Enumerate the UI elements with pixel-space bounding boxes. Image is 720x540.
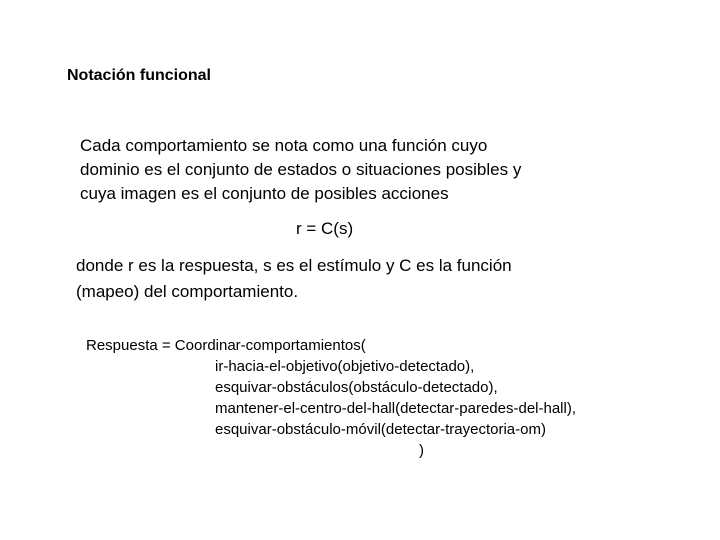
paragraph-explanation (76, 253, 512, 305)
code-arg: esquivar-obstáculo-móvil(detectar-trayectoria-om) (215, 421, 546, 438)
paragraph-line: donde r es la respuesta, s es el estímulo y C es la función (76, 256, 512, 275)
paragraph-line: cuya imagen es el conjunto de posibles acciones (80, 184, 449, 203)
code-close: ) (419, 442, 424, 459)
paragraph-definition (80, 134, 521, 206)
slide-title: Notación funcional (67, 67, 211, 84)
code-arg: ir-hacia-el-objetivo(objetivo-detectado), (215, 358, 475, 375)
paragraph-line: Cada comportamiento se nota como una función cuyo (80, 136, 488, 155)
formula: r = C(s) (296, 219, 354, 238)
paragraph-line: dominio es el conjunto de estados o situaciones posibles y (80, 160, 522, 179)
code-arg: esquivar-obstáculos(obstáculo-detectado), (215, 379, 498, 396)
paragraph-line: (mapeo) del comportamiento. (76, 282, 299, 301)
code-block (86, 335, 576, 461)
code-arg: mantener-el-centro-del-hall(detectar-paredes-del-hall), (215, 400, 576, 417)
code-head: Respuesta = Coordinar-comportamientos( (86, 337, 366, 354)
